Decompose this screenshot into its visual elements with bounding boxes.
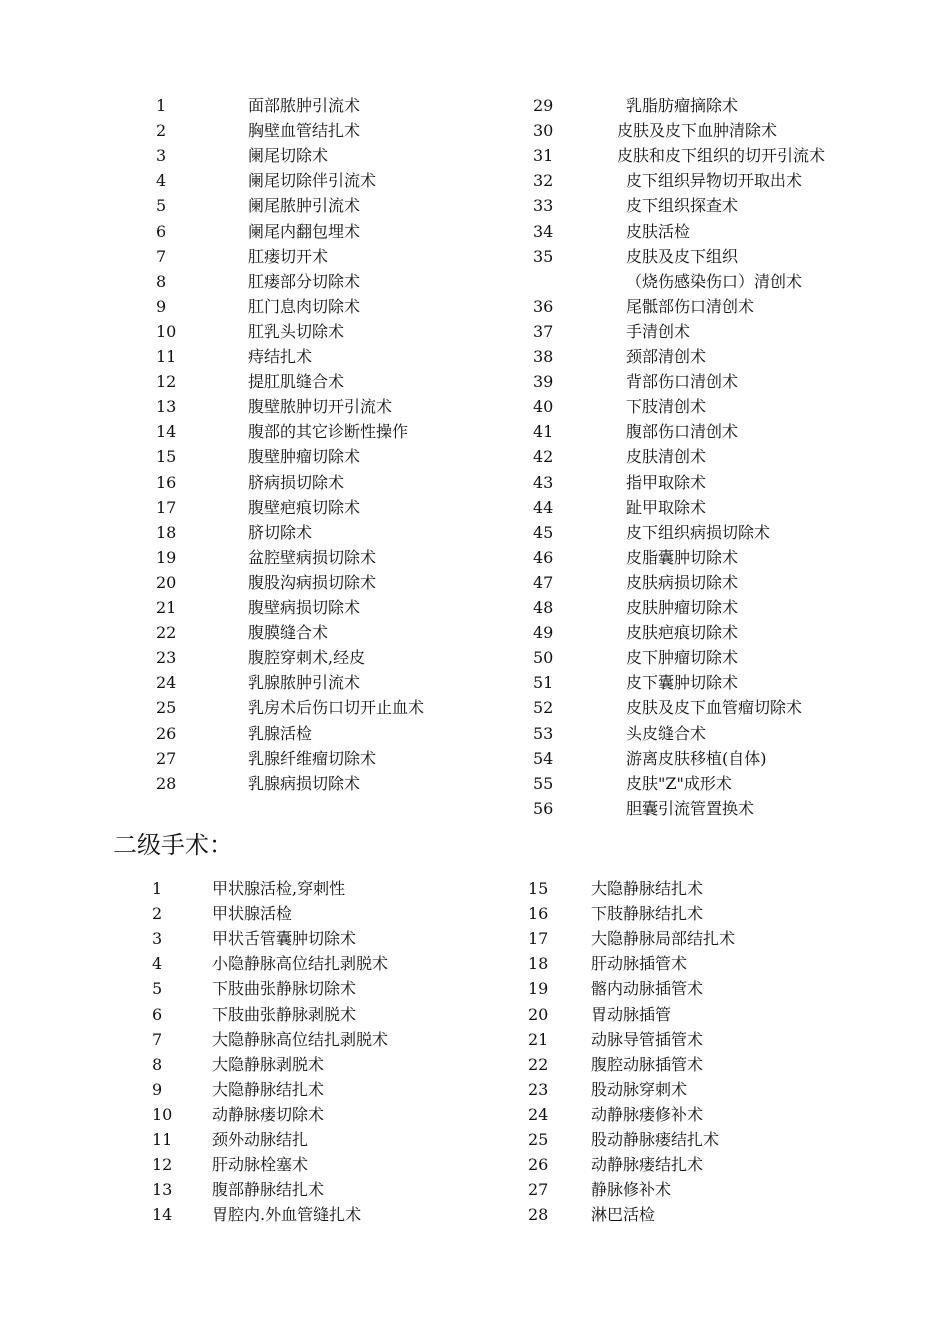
procedure-name: 痔结扎术 [248, 347, 313, 366]
procedure-name: 皮肤及皮下组织 [626, 247, 739, 266]
item-number: 31 [533, 146, 554, 165]
procedure-name: 盆腔壁病损切除术 [248, 548, 377, 567]
item-number: 46 [533, 548, 554, 567]
item-number: 35 [533, 247, 554, 266]
item-number: 13 [152, 1180, 173, 1199]
item-number: 14 [152, 1205, 173, 1224]
procedure-name: 肝动脉栓塞术 [212, 1155, 309, 1174]
procedure-name: 皮肤及皮下血管瘤切除术 [626, 698, 803, 717]
item-number: 3 [152, 929, 163, 948]
procedure-name: 乳房术后伤口切开止血术 [248, 698, 425, 717]
procedure-name: 胆囊引流管置换术 [626, 799, 755, 818]
item-number: 6 [152, 1005, 163, 1024]
item-number: 13 [156, 397, 177, 416]
item-number: 7 [156, 247, 167, 266]
procedure-name: 肛瘘部分切除术 [248, 272, 361, 291]
item-number: 21 [528, 1030, 549, 1049]
item-number: 6 [156, 222, 167, 241]
procedure-name: 皮下囊肿切除术 [626, 673, 739, 692]
item-number: 32 [533, 171, 554, 190]
procedure-name: 动静脉瘘结扎术 [591, 1155, 704, 1174]
item-number: 38 [533, 347, 554, 366]
item-number: 4 [152, 954, 163, 973]
item-number: 28 [156, 774, 177, 793]
procedure-name: 皮脂囊肿切除术 [626, 548, 739, 567]
procedure-name: 静脉修补术 [591, 1180, 672, 1199]
item-number: 33 [533, 196, 554, 215]
procedure-name: 腹壁疤痕切除术 [248, 498, 361, 517]
procedure-name: 皮肤肿瘤切除术 [626, 598, 739, 617]
item-number: 18 [156, 523, 177, 542]
item-number: 10 [152, 1105, 173, 1124]
procedure-name: 阑尾切除术 [248, 146, 329, 165]
item-number: 34 [533, 222, 554, 241]
procedure-name: 腹壁病损切除术 [248, 598, 361, 617]
item-number: 44 [533, 498, 554, 517]
item-number: 8 [152, 1055, 163, 1074]
procedure-name: 皮下肿瘤切除术 [626, 648, 739, 667]
procedure-name: 阑尾切除伴引流术 [248, 171, 377, 190]
procedure-name: 皮下组织病损切除术 [626, 523, 771, 542]
item-number: 16 [528, 904, 549, 923]
item-number: 2 [152, 904, 163, 923]
procedure-name: 皮肤活检 [626, 222, 691, 241]
procedure-name: 面部脓肿引流术 [248, 96, 361, 115]
procedure-name: 下肢曲张静脉切除术 [212, 979, 357, 998]
item-number: 15 [156, 447, 177, 466]
procedure-name: 股动脉穿刺术 [591, 1080, 688, 1099]
procedure-name: 小隐静脉高位结扎剥脱术 [212, 954, 389, 973]
item-number: 26 [528, 1155, 549, 1174]
procedure-name: 下肢曲张静脉剥脱术 [212, 1005, 357, 1024]
item-number: 40 [533, 397, 554, 416]
procedure-name: 皮肤及皮下血肿清除术 [617, 121, 778, 140]
item-number: 25 [528, 1130, 549, 1149]
item-number: 2 [156, 121, 167, 140]
procedure-name: 指甲取除术 [626, 473, 707, 492]
item-number: 56 [533, 799, 554, 818]
item-number: 53 [533, 724, 554, 743]
procedure-name: 腹腔穿刺术,经皮 [248, 648, 366, 667]
procedure-name: 甲状舌管囊肿切除术 [212, 929, 357, 948]
procedure-name: 头皮缝合术 [626, 724, 707, 743]
item-number: 51 [533, 673, 554, 692]
item-number: 24 [528, 1105, 549, 1124]
procedure-name: 腹壁肿瘤切除术 [248, 447, 361, 466]
procedure-name: 背部伤口清创术 [626, 372, 739, 391]
procedure-name: 腹股沟病损切除术 [248, 573, 377, 592]
item-number: 49 [533, 623, 554, 642]
procedure-name: 游离皮肤移植(自体) [626, 749, 767, 768]
procedure-name: 大隐静脉剥脱术 [212, 1055, 325, 1074]
procedure-name: 皮肤和皮下组织的切开引流术 [617, 146, 826, 165]
item-number: 8 [156, 272, 167, 291]
procedure-name: 乳腺活检 [248, 724, 313, 743]
procedure-name: 乳腺病损切除术 [248, 774, 361, 793]
procedure-name: 淋巴活检 [591, 1205, 656, 1224]
item-number: 18 [528, 954, 549, 973]
procedure-name: 髂内动脉插管术 [591, 979, 704, 998]
procedure-name: 肛瘘切开术 [248, 247, 329, 266]
item-number: 5 [156, 196, 167, 215]
item-number: 11 [152, 1130, 173, 1149]
procedure-name: 颈部清创术 [626, 347, 707, 366]
item-number: 9 [152, 1080, 163, 1099]
procedure-name: 手清创术 [626, 322, 691, 341]
item-number: 42 [533, 447, 554, 466]
procedure-name: 大隐静脉结扎术 [212, 1080, 325, 1099]
item-number: 29 [533, 96, 554, 115]
procedure-name: （烧伤感染伤口）清创术 [626, 272, 803, 291]
item-number: 4 [156, 171, 167, 190]
procedure-name: 乳腺纤维瘤切除术 [248, 749, 377, 768]
item-number: 14 [156, 422, 177, 441]
item-number: 7 [152, 1030, 163, 1049]
procedure-name: 腹部伤口清创术 [626, 422, 739, 441]
procedure-name: 肛乳头切除术 [248, 322, 345, 341]
item-number: 1 [152, 879, 163, 898]
item-number: 17 [528, 929, 549, 948]
item-number: 30 [533, 121, 554, 140]
procedure-name: 肛门息肉切除术 [248, 297, 361, 316]
procedure-name: 大隐静脉局部结扎术 [591, 929, 736, 948]
level2-heading: 二级手术： [113, 831, 233, 859]
procedure-name: 甲状腺活检,穿刺性 [212, 879, 346, 898]
procedure-name: 皮下组织异物切开取出术 [626, 171, 803, 190]
item-number: 25 [156, 698, 177, 717]
item-number: 19 [156, 548, 177, 567]
item-number: 9 [156, 297, 167, 316]
procedure-name: 腹部的其它诊断性操作 [248, 422, 409, 441]
item-number: 12 [156, 372, 177, 391]
item-number: 28 [528, 1205, 549, 1224]
procedure-name: 大隐静脉高位结扎剥脱术 [212, 1030, 389, 1049]
item-number: 22 [528, 1055, 549, 1074]
procedure-name: 阑尾脓肿引流术 [248, 196, 361, 215]
item-number: 19 [528, 979, 549, 998]
procedure-name: 下肢静脉结扎术 [591, 904, 704, 923]
item-number: 23 [156, 648, 177, 667]
item-number: 54 [533, 749, 554, 768]
procedure-name: 乳脂肪瘤摘除术 [626, 96, 739, 115]
procedure-name: 腹壁脓肿切开引流术 [248, 397, 393, 416]
item-number: 12 [152, 1155, 173, 1174]
procedure-name: 尾骶部伤口清创术 [626, 297, 755, 316]
item-number: 17 [156, 498, 177, 517]
item-number: 24 [156, 673, 177, 692]
item-number: 5 [152, 979, 163, 998]
item-number: 50 [533, 648, 554, 667]
item-number: 11 [156, 347, 177, 366]
procedure-name: 颈外动脉结扎 [212, 1130, 309, 1149]
procedure-name: 腹腔动脉插管术 [591, 1055, 704, 1074]
procedure-name: 大隐静脉结扎术 [591, 879, 704, 898]
procedure-name: 皮肤清创术 [626, 447, 707, 466]
item-number: 3 [156, 146, 167, 165]
procedure-name: 甲状腺活检 [212, 904, 293, 923]
procedure-name: 皮肤疤痕切除术 [626, 623, 739, 642]
procedure-name: 皮肤"Z"成形术 [626, 774, 732, 793]
item-number: 41 [533, 422, 554, 441]
procedure-name: 股动静脉瘘结扎术 [591, 1130, 720, 1149]
item-number: 1 [156, 96, 167, 115]
item-number: 48 [533, 598, 554, 617]
procedure-name: 脐切除术 [248, 523, 313, 542]
item-number: 27 [528, 1180, 549, 1199]
procedure-name: 腹部静脉结扎术 [212, 1180, 325, 1199]
procedure-name: 胸壁血管结扎术 [248, 121, 361, 140]
procedure-name: 趾甲取除术 [626, 498, 707, 517]
item-number: 27 [156, 749, 177, 768]
procedure-name: 动脉导管插管术 [591, 1030, 704, 1049]
item-number: 43 [533, 473, 554, 492]
item-number: 20 [156, 573, 177, 592]
item-number: 22 [156, 623, 177, 642]
procedure-name: 腹膜缝合术 [248, 623, 329, 642]
procedure-name: 下肢清创术 [626, 397, 707, 416]
procedure-name: 肝动脉插管术 [591, 954, 688, 973]
procedure-name: 动静脉瘘切除术 [212, 1105, 325, 1124]
procedure-name: 皮肤病损切除术 [626, 573, 739, 592]
procedure-name: 脐病损切除术 [248, 473, 345, 492]
item-number: 26 [156, 724, 177, 743]
item-number: 20 [528, 1005, 549, 1024]
item-number: 10 [156, 322, 177, 341]
procedure-name: 胃动脉插管 [591, 1005, 672, 1024]
item-number: 23 [528, 1080, 549, 1099]
item-number: 45 [533, 523, 554, 542]
item-number: 55 [533, 774, 554, 793]
procedure-name: 提肛肌缝合术 [248, 372, 345, 391]
procedure-name: 阑尾内翻包埋术 [248, 222, 361, 241]
item-number: 47 [533, 573, 554, 592]
item-number: 36 [533, 297, 554, 316]
item-number: 52 [533, 698, 554, 717]
procedure-name: 皮下组织探查术 [626, 196, 739, 215]
procedure-name: 乳腺脓肿引流术 [248, 673, 361, 692]
item-number: 21 [156, 598, 177, 617]
procedure-name: 动静脉瘘修补术 [591, 1105, 704, 1124]
procedure-name: 胃腔内.外血管缝扎术 [212, 1205, 362, 1224]
item-number: 39 [533, 372, 554, 391]
item-number: 16 [156, 473, 177, 492]
item-number: 15 [528, 879, 549, 898]
item-number: 37 [533, 322, 554, 341]
